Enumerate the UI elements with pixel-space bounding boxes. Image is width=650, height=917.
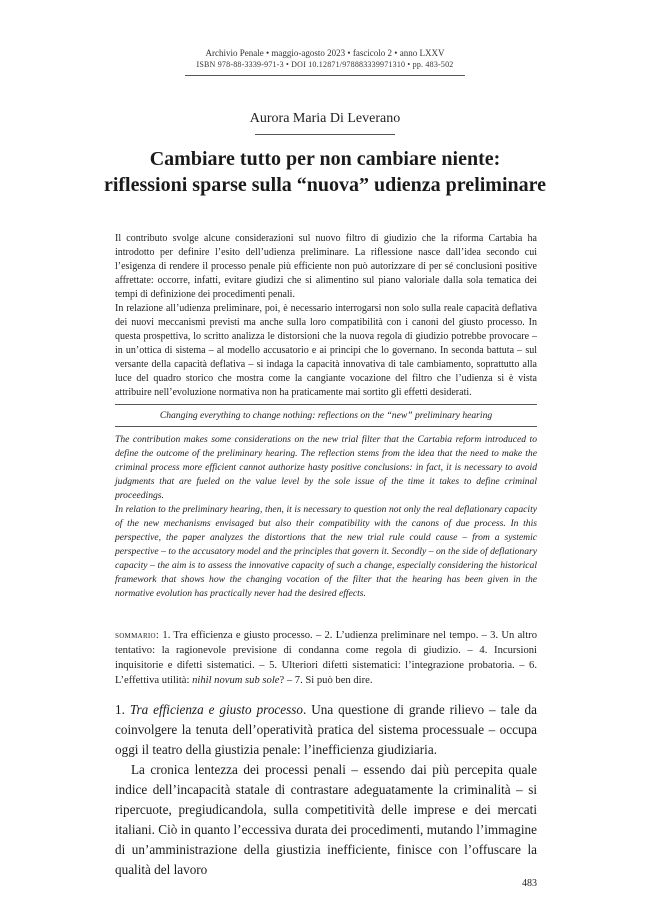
abstract-rule-mid: [115, 426, 537, 427]
abstract-italian: [115, 232, 537, 400]
author-rule: [255, 134, 395, 135]
abstract-en-paragraph: In relation to the preliminary hearing, then, it is necessary to question not only the real deflationary capacity of the new mechanisms envisaged but also their compatibility with the canons of due process. In this perspective, the paper analyzes the distortions that the new trial rule could cause – from a systemic perspective – to the accusatory model and the principles that govern it. Secondly – on the side of deflationary capacity – the aim is to assess the innovative capacity of such a change, especially considering the historical framework that shows how the changing vocation of the filter that the hearing has been given in the normative evolution has practically never had the desired effects.: [115, 504, 537, 599]
body-paragraph: [115, 700, 537, 760]
journal-info-line: Archivio Penale • maggio-agosto 2023 • fascicolo 2 • anno LXXV: [205, 48, 445, 58]
abstract-en-paragraph: The contribution makes some considerations on the new trial filter that the Cartabia reform introduced to define the outcome of the preliminary hearing. The reflection stems from the idea that the need to make the criminal process more efficient cannot authorize hasty positive conclusions: in fact, it is necessary to avoid judgments that are fueled on the value level by the sole issue of the time it takes to define criminal proceedings.: [115, 434, 537, 501]
english-title: Changing everything to change nothing: reflections on the “new” preliminary hearing: [159, 410, 493, 421]
summary-text-end: ? – 7. Si può ben dire.: [279, 675, 373, 686]
body-text: . Una questione di grande rilievo – tale da coinvolgere la tenuta dell’operatività pratica del sistema processuale – occupa oggi il teatro della giustizia penale: l’inefficienza giudiziaria.: [115, 702, 537, 757]
table-of-contents: [115, 628, 537, 688]
abstract-it-paragraph: In relazione all’udienza preliminare, poi, è necessario interrogarsi non solo sulla reale capacità deflativa dei nuovi meccanismi previsti ma anche sulla loro compatibilità con i canoni del giusto processo. In questa prospettiva, lo scritto analizza le distorsioni che la nuova regola di giudizio potrebbe provocare – in un’ottica di sistema – al modello accusatorio e ai principi che lo governano. In seconda battuta – sul versante della capacità deflativa – si indaga la capacità innovativa di tale cambiamento, soprattutto alla luce del quadro storico che mostra come la cangiante vocazione del filtro che l’udienza si è vista attribuire nell’evoluzione normativa non ha praticamente mai sortito gli effetti desiderati.: [115, 303, 537, 398]
body-paragraph: La cronica lentezza dei processi penali – essendo dai più percepita quale indice dell’incapacità statale di contrastare adeguatamente la criminalità – si ripercuote, pregiudicandola, sulla competitività delle imprese e dei mercati italiani. Ciò in quanto l’eccessiva durata dei procedimenti, mutando l’immagine di un’amministrazione della giustizia inefficiente, finisce con l’offuscare la qualità del lavoro: [115, 762, 537, 877]
title-line-2: riflessioni sparse sulla “nuova” udienza preliminare: [103, 174, 547, 196]
summary-label: sommario:: [115, 630, 160, 641]
isbn-doi-line: ISBN 978-88-3339-971-3 • DOI 10.12871/978883339971310 • pp. 483-502: [196, 60, 454, 69]
journal-header: [0, 47, 650, 70]
section-number: 1.: [115, 702, 130, 717]
abstract-rule-top: [115, 404, 537, 405]
page-number: 483: [522, 878, 537, 889]
title-line-1: Cambiare tutto per non cambiare niente:: [149, 148, 501, 170]
abstract-it-paragraph: Il contributo svolge alcune considerazioni sul nuovo filtro di giudizio che la riforma Cartabia ha introdotto per definire l’esito dell’udienza preliminare. La riflessione nasce dall’idea secondo cui l’esigenza di rendere il processo penale più efficiente non può autorizzare di per sé conclusioni positive affrettate: occorre, infatti, evitare giudizi che si alimentino sul piano valoriale dalla sola tematica dei tempi di definizione dei procedimenti penali.: [115, 233, 537, 300]
article-body: [115, 700, 537, 880]
abstract-english: [115, 433, 537, 601]
section-title: Tra efficienza e giusto processo: [129, 702, 303, 717]
header-rule: [185, 75, 465, 76]
author-name: Aurora Maria Di Leverano: [249, 111, 401, 126]
summary-text: 1. Tra efficienza e giusto processo. – 2. L’udienza preliminare nel tempo. – 3. Un altro tentativo: la ragionevole previsione di condanna come regola di giudizio. – 4. Incursioni inquisitorie e difetti sistematici. – 5. Ulteriori difetti sistematici: l’integrazione probatoria. – 6. L’effettiva utilità:: [115, 630, 537, 686]
summary-text-italic: nihil novum sub sole: [192, 675, 280, 686]
article-title: [0, 146, 650, 198]
